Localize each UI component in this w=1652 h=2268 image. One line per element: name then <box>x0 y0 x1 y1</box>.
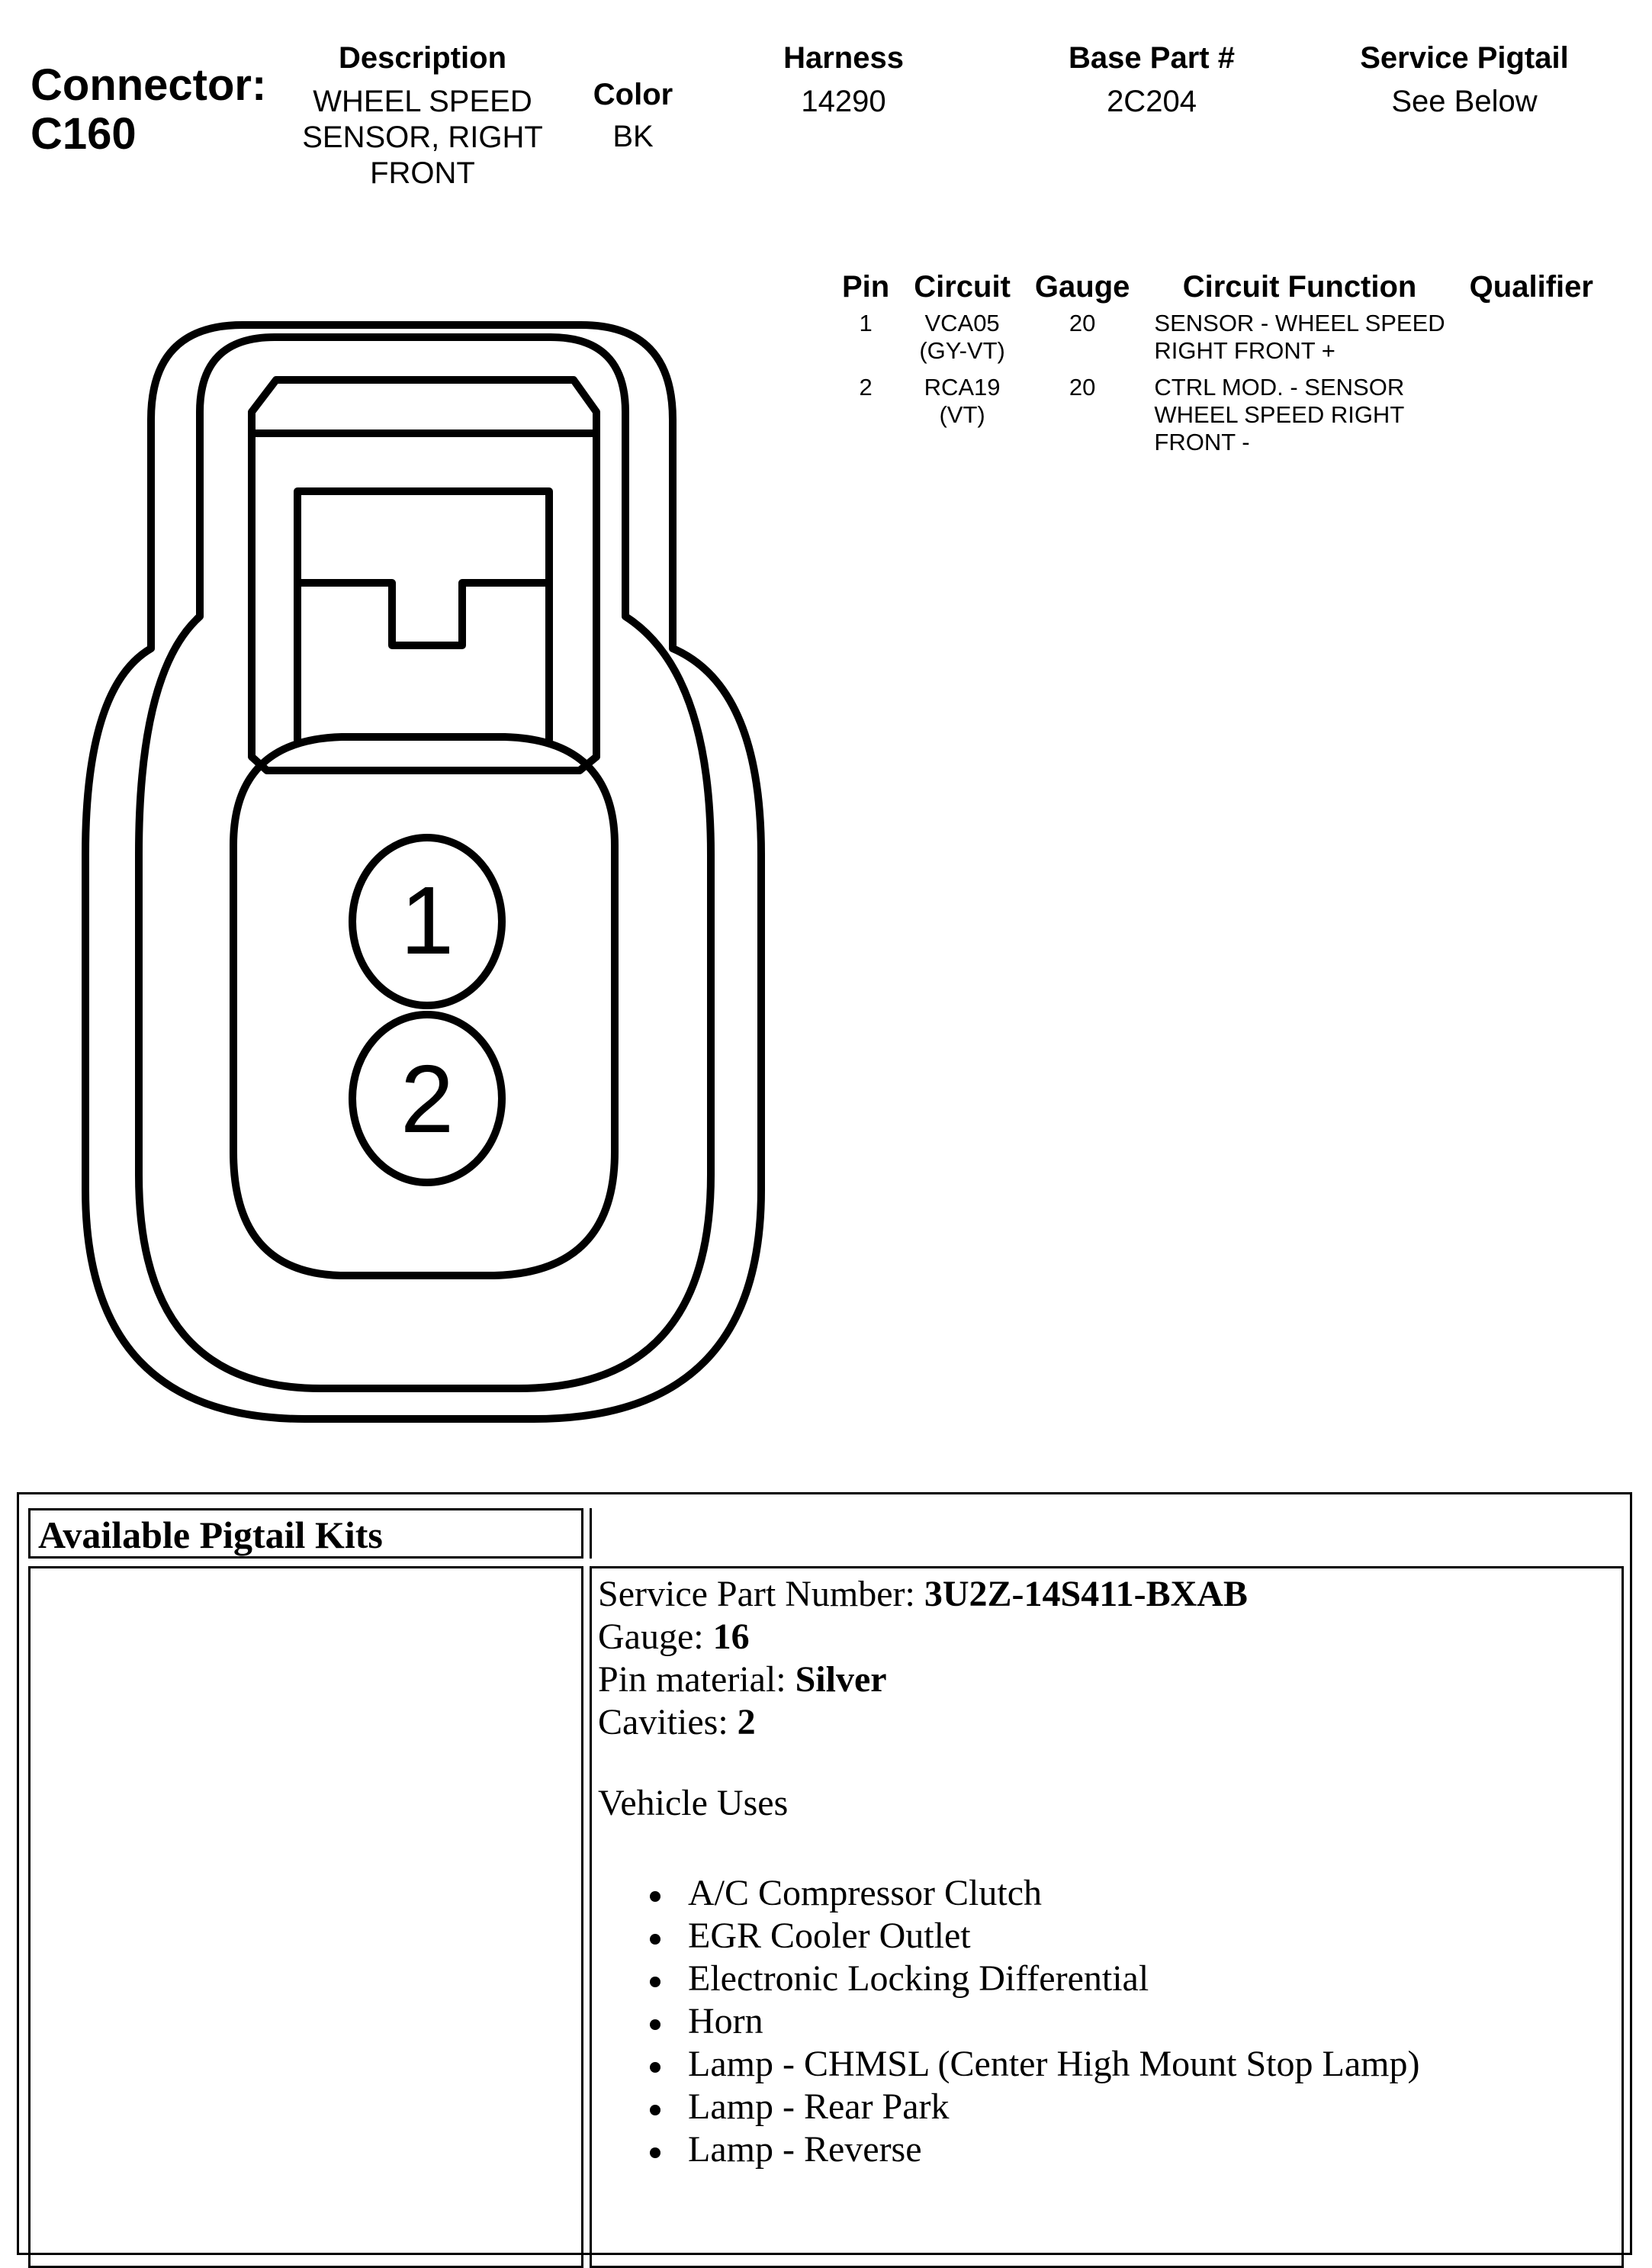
pigtail-gauge-row <box>598 1616 1248 1658</box>
qualifier-value <box>1458 374 1605 465</box>
color-column <box>574 76 693 155</box>
function-line: FRONT - <box>1154 429 1250 455</box>
circuit-code <box>902 374 1023 465</box>
pigtail-header-right <box>590 1508 1624 1559</box>
circuit-code <box>902 310 1023 374</box>
service-part-number-label: Service Part Number: <box>598 1574 924 1614</box>
table-row <box>830 310 1605 374</box>
circuit-line: RCA19 <box>924 374 1001 401</box>
cavities-value: 2 <box>737 1702 756 1742</box>
color-label: Color <box>593 78 673 111</box>
function-line: CTRL MOD. - SENSOR <box>1154 374 1405 401</box>
connector-heading <box>31 61 266 159</box>
list-item: A/C Compressor Clutch <box>645 1872 1419 1915</box>
vehicle-uses-heading: Vehicle Uses <box>598 1783 789 1823</box>
circuit-function <box>1142 310 1457 374</box>
pin-material-label: Pin material: <box>598 1659 795 1700</box>
cavities-label: Cavities: <box>598 1702 738 1742</box>
service-pigtail-label: Service Pigtail <box>1360 41 1569 75</box>
connector-face-drawing <box>0 290 793 1449</box>
list-item: Electronic Locking Differential <box>645 1958 1419 2000</box>
harness-column <box>744 40 943 120</box>
col-gauge: Gauge <box>1034 269 1130 304</box>
pin-table <box>830 264 1605 465</box>
pigtail-gauge-value: 16 <box>712 1617 750 1657</box>
col-qualifier: Qualifier <box>1469 269 1593 304</box>
function-line: SENSOR - WHEEL SPEED <box>1154 310 1445 336</box>
pigtail-gauge-label: Gauge: <box>598 1617 713 1657</box>
function-line: WHEEL SPEED RIGHT <box>1154 401 1405 428</box>
description-line: SENSOR, RIGHT <box>302 121 543 154</box>
pigtail-specs <box>598 1573 1248 1744</box>
function-line: RIGHT FRONT + <box>1154 337 1335 364</box>
pin-table-header-row <box>830 264 1605 310</box>
latch-window-outline <box>297 491 549 740</box>
description-column <box>285 40 560 191</box>
gauge-value: 20 <box>1069 310 1096 336</box>
list-item: Lamp - Reverse <box>645 2128 1419 2171</box>
list-item: Lamp - Rear Park <box>645 2086 1419 2128</box>
list-item: EGR Cooler Outlet <box>645 1915 1419 1958</box>
service-part-number-value: 3U2Z-14S411-BXAB <box>924 1574 1248 1614</box>
circuit-line: (VT) <box>939 401 985 428</box>
pigtail-details-cell <box>590 1566 1624 2268</box>
circuit-line: (GY-VT) <box>919 337 1005 364</box>
base-part-label: Base Part # <box>1069 41 1235 75</box>
description-value <box>285 84 560 191</box>
pin-material-row <box>598 1658 1248 1701</box>
connector-id: C160 <box>31 109 137 159</box>
connector-label: Connector: <box>31 60 267 110</box>
pigtail-image-cell <box>28 1566 583 2268</box>
base-part-column <box>1045 40 1258 120</box>
qualifier-value <box>1458 310 1605 374</box>
list-item: Horn <box>645 2000 1419 2043</box>
pin-2-label: 2 <box>400 1045 455 1153</box>
cavities-row <box>598 1701 1248 1744</box>
pigtail-kits-section <box>17 1492 1632 2255</box>
service-pigtail-value: See Below <box>1391 85 1538 118</box>
description-label: Description <box>338 41 507 75</box>
circuit-function <box>1142 374 1457 465</box>
description-line: WHEEL SPEED <box>313 85 532 118</box>
color-value: BK <box>612 120 654 153</box>
pigtail-kits-title: Available Pigtail Kits <box>38 1514 383 1556</box>
service-part-number-row <box>598 1573 1248 1616</box>
pin-number: 2 <box>859 374 873 401</box>
service-pigtail-column <box>1335 40 1594 120</box>
col-circuit: Circuit <box>914 269 1011 304</box>
harness-value: 14290 <box>801 85 886 118</box>
circuit-line: VCA05 <box>924 310 1000 336</box>
pin-number: 1 <box>859 310 873 336</box>
vehicle-uses-list <box>645 1872 1419 2171</box>
col-circuit-function: Circuit Function <box>1182 269 1417 304</box>
base-part-value: 2C204 <box>1107 85 1197 118</box>
list-item: Lamp - CHMSL (Center High Mount Stop Lamp) <box>645 2043 1419 2086</box>
table-row <box>830 374 1605 465</box>
description-line: FRONT <box>370 156 475 190</box>
latch-notch <box>297 583 549 645</box>
gauge-value: 20 <box>1069 374 1096 401</box>
col-pin: Pin <box>842 269 890 304</box>
pin-material-value: Silver <box>795 1659 887 1700</box>
pigtail-kits-title-cell <box>28 1508 583 1559</box>
pin-1-label: 1 <box>400 867 455 974</box>
harness-label: Harness <box>783 41 904 75</box>
latch-tab-outline <box>252 380 596 770</box>
